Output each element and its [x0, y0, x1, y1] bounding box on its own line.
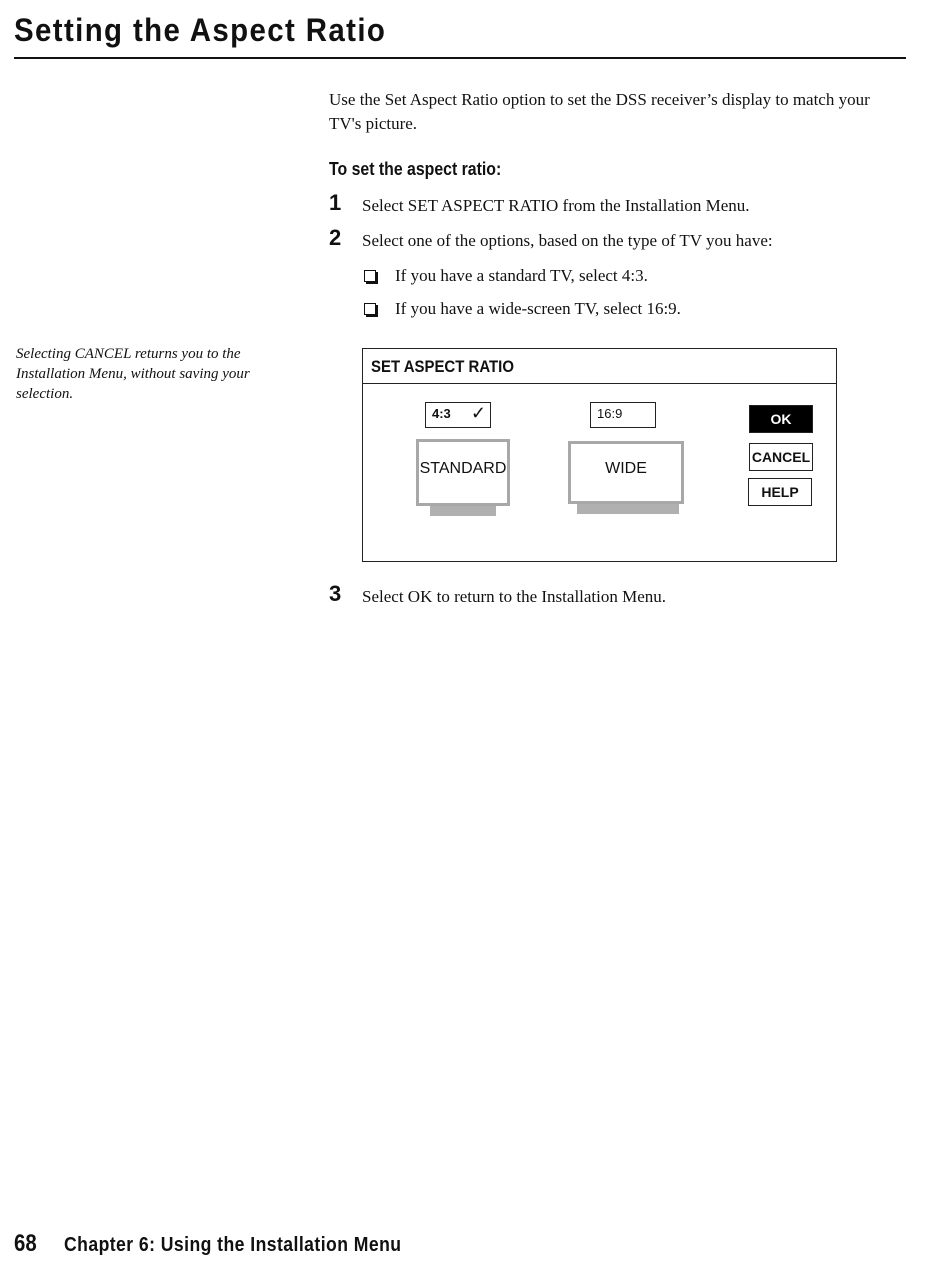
- step-text-2: Select one of the options, based on the type of TV you have:: [362, 231, 773, 250]
- page-number: 68: [14, 1230, 37, 1257]
- step-number-2: 2: [329, 225, 342, 250]
- bullet-wide-tv: If you have a wide-screen TV, select 16:9.: [395, 299, 681, 318]
- dialog-title-bar: [363, 349, 836, 384]
- bullet-standard-tv: If you have a standard TV, select 4:3.: [395, 266, 648, 285]
- cancel-button[interactable]: CANCEL: [749, 443, 813, 471]
- ok-button[interactable]: OK: [749, 405, 813, 433]
- ratio-4-3-label: 4:3: [432, 406, 451, 421]
- wide-tv-option[interactable]: [568, 441, 684, 504]
- title-rule: [14, 57, 906, 59]
- checkbox-bullet-icon: [364, 270, 376, 282]
- step-text-3: Select OK to return to the Installation Menu.: [362, 587, 667, 606]
- side-note: Selecting CANCEL returns you to the Installation Menu, without saving your selection.: [16, 346, 250, 402]
- dialog-title: SET ASPECT RATIO: [371, 357, 514, 376]
- wide-tv-stand: [577, 504, 679, 514]
- step-number-1: 1: [329, 190, 342, 215]
- standard-tv-stand: [430, 506, 496, 516]
- procedure-heading: To set the aspect ratio:: [329, 159, 502, 179]
- step-number-3: 3: [329, 581, 342, 606]
- help-button[interactable]: HELP: [748, 478, 812, 506]
- wide-tv-label: WIDE: [605, 460, 647, 477]
- page-title: Setting the Aspect Ratio: [14, 12, 387, 48]
- ratio-16-9-label: 16:9: [597, 406, 623, 421]
- standard-tv-label: STANDARD: [419, 460, 507, 477]
- standard-tv-option[interactable]: [416, 439, 510, 506]
- set-aspect-ratio-dialog: [362, 348, 837, 562]
- ratio-4-3-option[interactable]: [425, 402, 491, 428]
- ratio-16-9-option[interactable]: [590, 402, 656, 428]
- intro-paragraph: Use the Set Aspect Ratio option to set the DSS receiver’s display to match your TV's picture.: [329, 90, 870, 133]
- checkbox-bullet-icon: [364, 303, 376, 315]
- checkmark-icon: ✓: [470, 403, 486, 423]
- chapter-title: Chapter 6: Using the Installation Menu: [64, 1234, 402, 1256]
- step-text-1: Select SET ASPECT RATIO from the Installation Menu.: [362, 196, 750, 215]
